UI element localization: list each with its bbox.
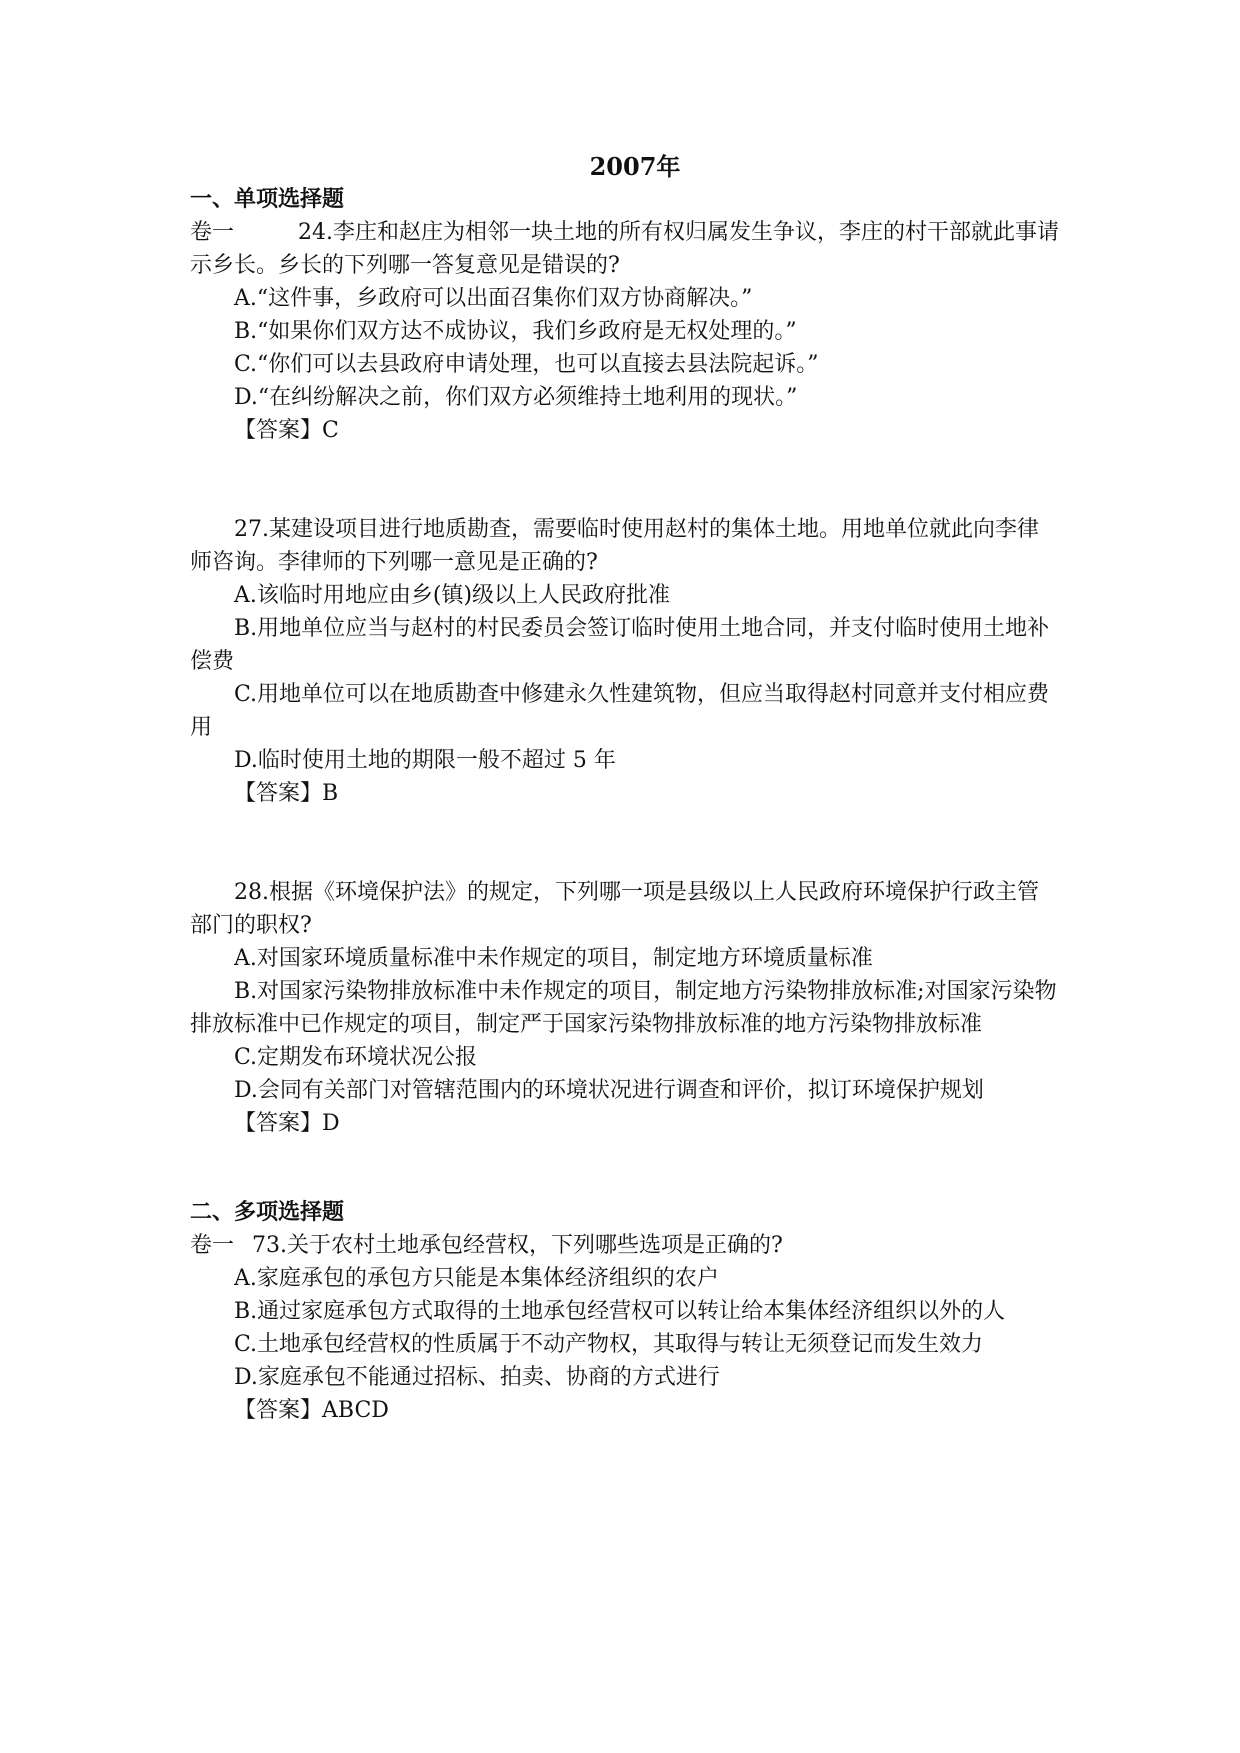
question-stem xyxy=(190,216,1060,282)
question-stem: 28.根据《环境保护法》的规定，下列哪一项是县级以上人民政府环境保护行政主管部门的职权? xyxy=(190,880,1039,938)
option-a: A.家庭承包的承包方只能是本集体经济组织的农户 xyxy=(234,1266,719,1291)
option-a: A.对国家环境质量标准中未作规定的项目，制定地方环境质量标准 xyxy=(234,946,873,971)
question-text: 24.李庄和赵庄为相邻一块土地的所有权归属发生争议，李庄的村干部就此事请示乡长。乡长的下列哪一答复意见是错误的? xyxy=(190,220,1060,278)
question-stem: 27.某建设项目进行地质勘查，需要临时使用赵村的集体土地。用地单位就此向李律师咨询。李律师的下列哪一意见是正确的? xyxy=(190,517,1039,575)
option-b: B.用地单位应当与赵村的村民委员会签订临时使用土地合同，并支付临时使用土地补偿费 xyxy=(190,616,1050,674)
option-b: B.对国家污染物排放标准中未作规定的项目，制定地方污染物排放标准;对国家污染物排放标准中已作规定的项目，制定严于国家污染物排放标准的地方污染物排放标准 xyxy=(190,979,1057,1037)
option-b: B.通过家庭承包方式取得的土地承包经营权可以转让给本集体经济组织以外的人 xyxy=(234,1299,1006,1324)
option-c: C.定期发布环境状况公报 xyxy=(234,1045,478,1070)
question-text: 73.关于农村土地承包经营权，下列哪些选项是正确的? xyxy=(252,1233,783,1258)
option-d: D.家庭承包不能通过招标、拍卖、协商的方式进行 xyxy=(234,1365,720,1390)
answer: 【答案】B xyxy=(234,781,339,806)
option-b: B.“如果你们双方达不成协议，我们乡政府是无权处理的。” xyxy=(234,319,797,344)
volume-label: 卷一 xyxy=(190,220,235,245)
option-c: C.“你们可以去县政府申请处理，也可以直接去县法院起诉。” xyxy=(234,352,819,377)
option-a: A.“这件事，乡政府可以出面召集你们双方协商解决。” xyxy=(234,286,753,311)
volume-label: 卷一 xyxy=(190,1233,235,1258)
question-28 xyxy=(190,876,1060,1140)
answer: 【答案】C xyxy=(234,418,339,443)
section-heading-multiple-choice: 二、多项选择题 xyxy=(190,1200,345,1225)
page-title: 2007年 xyxy=(589,152,681,181)
question-73 xyxy=(190,1229,1060,1427)
answer: 【答案】D xyxy=(234,1111,340,1136)
question-stem xyxy=(190,1229,1060,1262)
section-heading-single-choice: 一、单项选择题 xyxy=(190,187,345,212)
option-d: D.临时使用土地的期限一般不超过 5 年 xyxy=(234,748,616,773)
answer: 【答案】ABCD xyxy=(234,1398,389,1423)
option-d: D.“在纠纷解决之前，你们双方必须维持土地利用的现状。” xyxy=(234,385,798,410)
question-24 xyxy=(190,216,1060,447)
question-27 xyxy=(190,513,1060,810)
option-c: C.用地单位可以在地质勘查中修建永久性建筑物，但应当取得赵村同意并支付相应费用 xyxy=(190,682,1050,740)
option-a: A.该临时用地应由乡(镇)级以上人民政府批准 xyxy=(234,583,671,608)
option-d: D.会同有关部门对管辖范围内的环境状况进行调查和评价，拟订环境保护规划 xyxy=(234,1078,984,1103)
document-page xyxy=(190,150,1060,1427)
option-c: C.土地承包经营权的性质属于不动产物权，其取得与转让无须登记而发生效力 xyxy=(234,1332,984,1357)
